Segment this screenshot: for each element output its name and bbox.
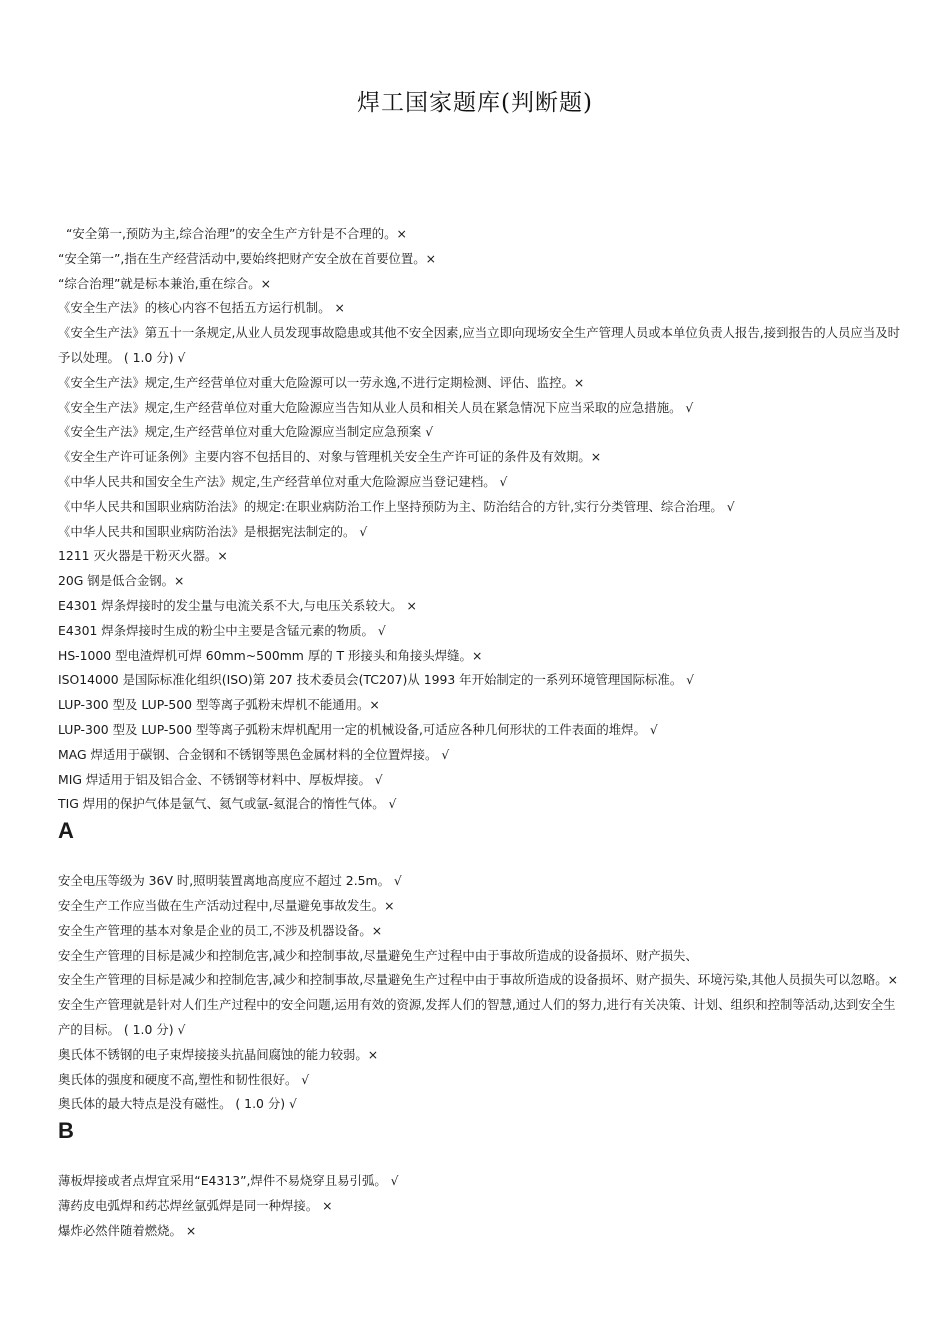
question-item: ISO14000 是国际标准化组织(ISO)第 207 技术委员会(TC207)从 1993 年开始制定的一系列环境管理国际标准。 √ <box>58 672 695 688</box>
question-item: 爆炸必然伴随着燃烧。 × <box>58 1222 197 1238</box>
question-item: “综合治理”就是标本兼治,重在综合。× <box>58 275 272 291</box>
question-item: TIG 焊用的保护气体是氩气、氦气或氩-氦混合的惰性气体。 √ <box>58 796 397 812</box>
section-heading-b: B <box>58 1118 74 1144</box>
question-item: 薄板焊接或者点焊宜采用“E4313”,焊件不易烧穿且易引弧。 √ <box>58 1173 399 1189</box>
question-item: LUP-300 型及 LUP-500 型等离子弧粉末焊机配用一定的机械设备,可适应各种几何形状的工件表面的堆焊。 √ <box>58 721 658 737</box>
question-item: 薄药皮电弧焊和药芯焊丝氩弧焊是同一种焊接。 × <box>58 1197 333 1213</box>
question-item: 《中华人民共和国安全生产法》规定,生产经营单位对重大危险源应当登记建档。 √ <box>58 473 508 489</box>
question-item: 安全生产管理的基本对象是企业的员工,不涉及机器设备。× <box>58 922 383 938</box>
question-item: 《安全生产法》规定,生产经营单位对重大危险源可以一劳永逸,不进行定期检测、评估、监控。× <box>58 374 585 390</box>
question-list <box>58 222 900 1243</box>
question-item: “安全第一,预防为主,综合治理”的安全生产方针是不合理的。× <box>66 226 407 241</box>
question-item: “安全第一”,指在生产经营活动中,要始终把财产安全放在首要位置。× <box>58 250 437 266</box>
question-item: HS-1000 型电渣焊机可焊 60mm~500mm 厚的 T 形接头和角接头焊缝。× <box>58 647 483 663</box>
question-item: 安全生产管理就是针对人们生产过程中的安全问题,运用有效的资源,发挥人们的智慧,通过人们的努力,进行有关决策、计划、组织和控制等活动,达到安全生产的目标。 ( 1.0 分) √ <box>58 997 896 1037</box>
question-item: 《安全生产法》的核心内容不包括五方运行机制。 × <box>58 300 345 316</box>
question-item: 安全生产管理的目标是减少和控制危害,减少和控制事故,尽量避免生产过程中由于事故所造成的设备损坏、财产损失、 <box>58 947 698 963</box>
question-item: 奥氏体不锈钢的电子束焊接接头抗晶间腐蚀的能力较弱。× <box>58 1046 379 1062</box>
section-heading-a: A <box>58 818 74 844</box>
question-item: LUP-300 型及 LUP-500 型等离子弧粉末焊机不能通用。× <box>58 697 380 713</box>
question-item: 《中华人民共和国职业病防治法》的规定:在职业病防治工作上坚持预防为主、防治结合的方针,实行分类管理、综合治理。 √ <box>58 498 735 514</box>
document-title: 焊工国家题库(判断题) <box>357 90 593 116</box>
question-item: E4301 焊条焊接时的发尘量与电流关系不大,与电压关系较大。 × <box>58 597 417 613</box>
question-item: 1211 灭火器是干粉灭火器。× <box>58 548 228 564</box>
question-item: 《安全生产许可证条例》主要内容不包括目的、对象与管理机关安全生产许可证的条件及有效期。× <box>58 449 602 465</box>
question-item: E4301 焊条焊接时生成的粉尘中主要是含锰元素的物质。 √ <box>58 622 386 638</box>
question-item: MIG 焊适用于铝及铝合金、不锈钢等材料中、厚板焊接。 √ <box>58 771 383 787</box>
question-item: 《安全生产法》规定,生产经营单位对重大危险源应当制定应急预案 √ <box>58 424 434 440</box>
question-item: 安全电压等级为 36V 时,照明装置离地高度应不超过 2.5m。 √ <box>58 873 402 889</box>
question-item: 安全生产工作应当做在生产活动过程中,尽量避免事故发生。× <box>58 897 395 913</box>
question-item: 《安全生产法》第五十一条规定,从业人员发现事故隐患或其他不安全因素,应当立即向现场安全生产管理人员或本单位负责人报告,接到报告的人员应当及时予以处理。 ( 1.0 分) √ <box>58 325 900 365</box>
question-item: 20G 钢是低合金钢。× <box>58 573 185 589</box>
question-item: 《中华人民共和国职业病防治法》是根据宪法制定的。 √ <box>58 523 368 539</box>
question-item: 安全生产管理的目标是减少和控制危害,减少和控制事故,尽量避免生产过程中由于事故所造成的设备损坏、财产损失、环境污染,其他人员损失可以忽略。× <box>58 972 898 988</box>
question-item: 奥氏体的强度和硬度不高,塑性和韧性很好。 √ <box>58 1071 310 1087</box>
question-item: 奥氏体的最大特点是没有磁性。 ( 1.0 分) √ <box>58 1096 297 1112</box>
question-item: MAG 焊适用于碳钢、合金钢和不锈钢等黑色金属材料的全位置焊接。 √ <box>58 746 450 762</box>
question-item: 《安全生产法》规定,生产经营单位对重大危险源应当告知从业人员和相关人员在紧急情况下应当采取的应急措施。 √ <box>58 399 694 415</box>
